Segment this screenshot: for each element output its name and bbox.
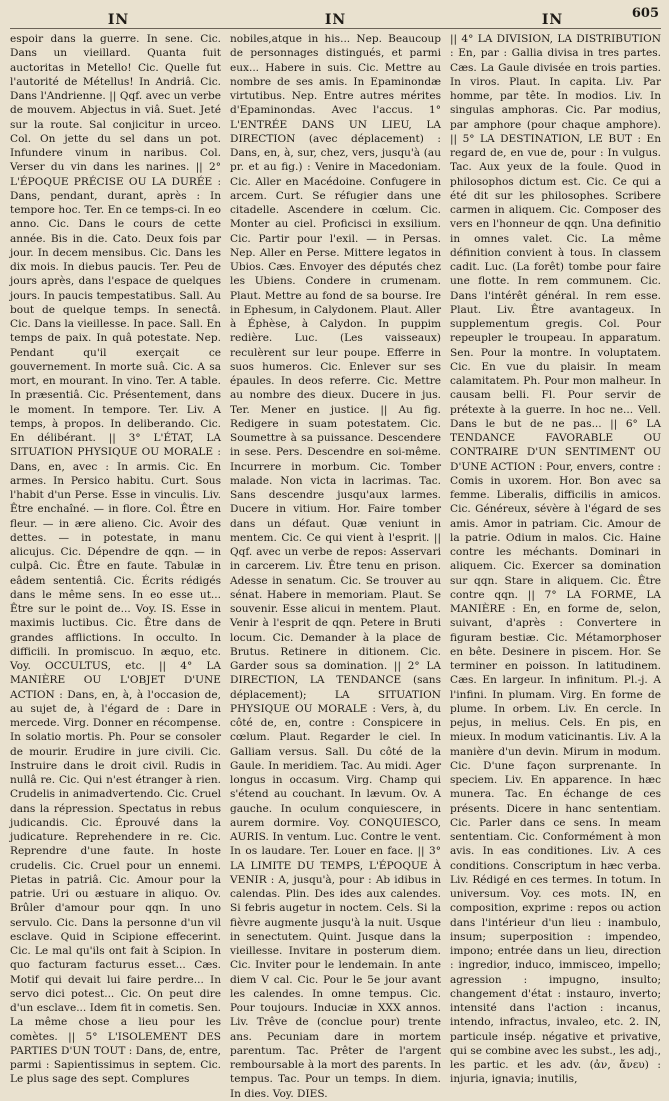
running-head-right: IN [541,12,564,28]
column-right [450,32,661,1086]
page-number: 605 [631,6,659,21]
page-header [10,6,661,29]
column-text: nobiles,atque in his... Nep. Beaucoup de personnages distingués, et parmi eux... Habere in suis. Cic. Mettre au nombre de ses amis. In Epaminondæ virtutibus. Nep. Entre autres mérites d'Epaminondas. Avec l'accus. 1° L'ENTRÉE DANS UN LIEU, LA DIRECTION (avec déplacement) : Dans, en, à, sur, chez, vers, jusqu'à (au pr. et au fig.) : Venire in Macedoniam. Cic. Aller en Macédoine. Confugere in arcem. Curt. Se réfugier dans une citadelle. Ascendere in cœlum. Cic. Monter au ciel. Proficisci in exsilium. Cic. Partir pour l'exil. — in Persas. Nep. Aller en Perse. Mittere legatos in Ubios. Cæs. Envoyer des députés chez les Ubiens. Condere in crumenam. Plaut. Mettre au fond de sa bourse. Ire in Ephesum, in Calydonem. Plaut. Aller à Éphèse, à Calydon. In puppim redière. Luc. (Les vaisseaux) reculèrent sur leur poupe. Efferre in suos humeros. Cic. Enlever sur ses épaules. In deos referre. Cic. Mettre au nombre des dieux. Ducere in jus. Ter. Mener en justice. || Au fig. Redigere in suam potestatem. Cic. Soumettre à sa puissance. Descendere in sese. Pers. Descendre en soi-même. Incurrere in morbum. Cic. Tomber malade. Non victa in lacrimas. Tac. Sans descendre jusqu'aux larmes. Ducere in vitium. Hor. Faire tomber dans un défaut. Quæ veniunt in mentem. Cic. Ce qui vient à l'esprit. || Qqf. avec un verbe de repos: Asservari in carcerem. Liv. Être tenu en prison. Adesse in senatum. Cic. Se trouver au sénat. Habere in memoriam. Plaut. Se souvenir. Esse alicui in mentem. Plaut. Venir à l'esprit de qqn. Petere in Bruti locum. Cic. Demander à la place de Brutus. Retinere in ditionem. Cic. Garder sous sa domination. || 2° LA DIRECTION, LA TENDANCE (sans déplacement); LA SITUATION PHYSIQUE OU MORALE : Vers, à, du côté de, en, contre : Conspicere in cœlum. Plaut. Regarder le ciel. In Galliam versus. Sall. Du côté de la Gaule. In meridiem. Tac. Au midi. Ager longus in occasum. Virg. Champ qui s'étend au couchant. In lævum. Ov. A gauche. In oculum conquiescere, in aurem dormire. Voy. CONQUIESCO, AURIS. In ventum. Luc. Contre le vent. In os laudare. Ter. Louer en face. || 3° LA LIMITE DU TEMPS, L'ÉPOQUE À VENIR : A, jusqu'à, pour : Ab idibus in calendas. Plin. Des ides aux calendes. Si febris augetur in noctem. Cels. Si la fièvre augmente jusqu'à la nuit. Usque in senectutem. Quint. Jusque dans la vieillesse. Invitare in posterum diem. Cic. Inviter pour le lendemain. In ante diem V cal. Cic. Pour le 5e jour avant les calendes. In omne tempus. Cic. Pour toujours. Induciæ in XXX annos. Liv. Trêve de (conclue pour) trente ans. Pecuniam dare in mortem parentum. Tac. Prêter de l'argent remboursable à la mort des parents. In tempus. Tac. Pour un temps. In diem. In dies. Voy. DIES. [230,33,441,1100]
running-head-left: IN [107,12,130,28]
column-left [10,32,221,1086]
column-middle [230,32,441,1100]
column-text: || 4° LA DIVISION, LA DISTRIBUTION : En, par : Gallia divisa in tres partes. Cæs. La Gaule divisée en trois parties. In viros. Plaut. In capita. Liv. Par homme, par tête. In modios. Liv. In singulas amphoras. Cic. Par modius, par amphore (pour chaque amphore). || 5° LA DESTINATION, LE BUT : En regard de, en vue de, pour : In vulgus. Tac. Aux yeux de la foule. Quod in philosophos dictum est. Cic. Ce qui a été dit sur les philosophes. Scribere carmen in aliquem. Cic. Composer des vers en l'honneur de qqn. Una definitio in omnes valet. Cic. La même définition convient à tous. In classem cadit. Luc. (La forêt) tombe pour faire une flotte. In rem communem. Cic. Dans l'intérêt général. In rem esse. Plaut. Liv. Être avantageux. In supplementum gregis. Col. Pour repeupler le troupeau. In apparatum. Sen. Pour la montre. In voluptatem. Cic. En vue du plaisir. In meam calamitatem. Ph. Pour mon malheur. In causam belli. Fl. Pour servir de prétexte à la guerre. In hoc ne... Vell. Dans le but de ne pas... || 6° LA TENDANCE FAVORABLE OU CONTRAIRE D'UN SENTIMENT OU D'UNE ACTION : Pour, envers, contre : Comis in uxorem. Hor. Bon avec sa femme. Liberalis, difficilis in amicos. Cic. Généreux, sévère à l'égard de ses amis. Amor in patriam. Cic. Amour de la patrie. Odium in malos. Cic. Haine contre les méchants. Dominari in aliquem. Cic. Exercer sa domination sur qqn. Stare in aliquem. Cic. Être contre qqn. || 7° LA FORME, LA MANIÈRE : En, en forme de, selon, suivant, d'après : Convertere in figuram bestiæ. Cic. Métamorphoser en bête. Desinere in piscem. Hor. Se terminer en poisson. In latitudinem. Cæs. En largeur. In infinitum. Pl.-j. A l'infini. In plumam. Virg. En forme de plume. In orbem. Liv. En cercle. In pejus, in melius. Cels. En pis, en mieux. In modum vaticinantis. Liv. A la manière d'un devin. Mirum in modum. Cic. D'une façon surprenante. In speciem. Liv. En apparence. In hæc munera. Tac. En échange de ces présents. Dicere in hanc sententiam. Cic. Parler dans ce sens. In meam sententiam. Cic. Conformément à mon avis. In eas conditiones. Liv. A ces conditions. Conscriptum in hæc verba. Liv. Rédigé en ces termes. In totum. In universum. Voy. ces mots. IN, en composition, exprime : repos ou action dans l'intérieur d'un lieu : inambulo, insum; superposition : impendeo, impono; entrée dans un lieu, direction : ingredior, induco, immisceo, impello; agression : impugno, insulto; changement d'état : instauro, inverto; intensité dans l'action : incanus, intendo, infractus, invaleo, etc. 2. IN, particule insép. négative et privative, qui se combine avec les subst., les adj., les partic. et les adv. (ἀν, ἄνευ) : injuria, ignavia; inutilis, [450,33,661,1086]
column-text: espoir dans la guerre. In sene. Cic. Dans un vieillard. Quanta fuit auctoritas in Metello! Cic. Quelle fut l'autorité de Métellus! In Andriâ. Cic. Dans l'Andrienne. || Qqf. avec un verbe de mouvem. Abjectus in viâ. Suet. Jeté sur la route. Sal conjicitur in urceo. Col. On jette du sel dans un pot. Infundere vinum in naribus. Col. Verser du vin dans les narines. || 2° L'ÉPOQUE PRÉCISE OU LA DURÉE : Dans, pendant, durant, après : In tempore hoc. Ter. En ce temps-ci. In eo anno. Cic. Dans le cours de cette année. Bis in die. Cato. Deux fois par jour. In decem mensibus. Cic. Dans les dix mois. In diebus paucis. Ter. Peu de jours après, dans l'espace de quelques jours. In paucis tempestatibus. Sall. Au bout de quelque temps. In senectâ. Cic. Dans la vieillesse. In pace. Sall. En temps de paix. In quâ potestate. Nep. Pendant qu'il exerçait ce gouvernement. In morte suâ. Cic. A sa mort, en mourant. In vino. Ter. A table. In præsentiâ. Cic. Présentement, dans le moment. In tempore. Ter. Liv. A temps, à propos. In deliberando. Cic. En délibérant. || 3° L'ÉTAT, LA SITUATION PHYSIQUE OU MORALE : Dans, en, avec : In armis. Cic. En armes. In Persico habitu. Curt. Sous l'habit d'un Perse. Esse in vinculis. Liv. Être enchaîné. — in flore. Col. Être en fleur. — in ære alieno. Cic. Avoir des dettes. — in potestate, in manu alicujus. Cic. Dépendre de qqn. — in culpâ. Cic. Être en faute. Tabulæ in eâdem sententiâ. Cic. Écrits rédigés dans le même sens. In eo esse ut... Être sur le point de... Voy. IS. Esse in maximis luctibus. Cic. Être dans de grandes afflictions. In occulto. In difficili. In promiscuo. In æquo, etc. Voy. OCCULTUS, etc. || 4° LA MANIÈRE OU L'OBJET D'UNE ACTION : Dans, en, à, à l'occasion de, au sujet de, à l'égard de : Dare in mercede. Virg. Donner en récompense. In solatio mortis. Ph. Pour se consoler de mourir. Erudire in jure civili. Cic. Instruire dans le droit civil. Rudis in nullâ re. Cic. Qui n'est étranger à rien. Crudelis in animadvertendo. Cic. Cruel dans la répression. Spectatus in rebus judicandis. Cic. Éprouvé dans la judicature. Reprehendere in re. Cic. Reprendre d'une faute. In hoste crudelis. Cic. Cruel pour un ennemi. Pietas in patriâ. Cic. Amour pour la patrie. Uri ou æstuare in aliquo. Ov. Brûler d'amour pour qqn. In uno servulo. Cic. Dans la personne d'un vil esclave. Quid in Scipione effecerint. Cic. Le mal qu'ils ont fait à Scipion. In quo facturam facturus esset... Cæs. Motif qui devait lui faire perdre... In servo dici potest... Cic. On peut dire d'un esclave... Idem fit in cometis. Sen. La même chose a lieu pour les comètes. || 5° L'ISOLEMENT DES PARTIES D'UN TOUT : Dans, de, entre, parmi : Sapientissimus in septem. Cic. Le plus sage des sept. Complures [10,33,221,1086]
text-columns [10,29,661,1100]
running-head-center: IN [324,12,347,28]
